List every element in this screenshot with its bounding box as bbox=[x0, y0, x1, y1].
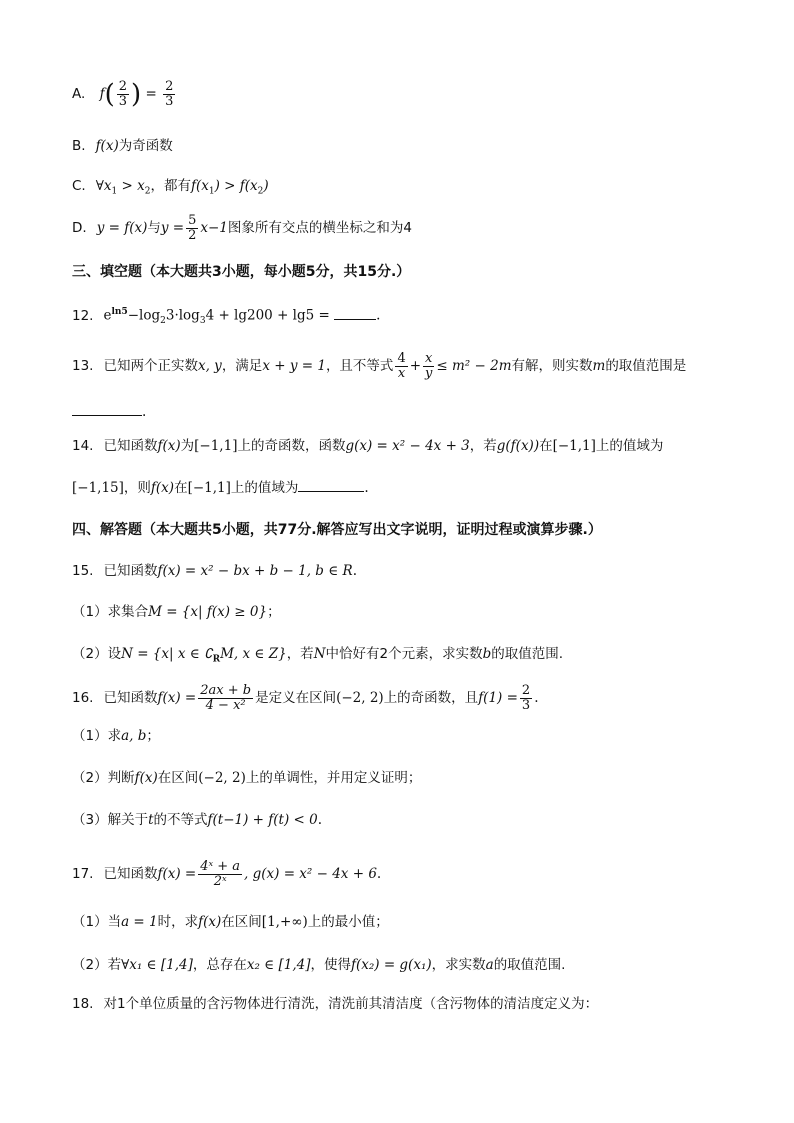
fraction: $\frac{2}{3}$ bbox=[165, 79, 174, 109]
option-label: D. bbox=[72, 220, 87, 236]
option-c: C. $\forall x_1 > x_2$，都有$f(x_1) > f(x_2)$ bbox=[72, 178, 269, 197]
question-15: 15. 已知函数f(x) = x² − bx + b − 1, b ∈ R. bbox=[72, 563, 357, 579]
option-d: D. y = f(x)与y = $\frac{5}{2}$ x−1图象所有交点的横坐标之和为4 bbox=[72, 213, 412, 243]
question-17: 17. 已知函数f(x) = $\frac{\text{4ˣ + a}}{\text{2ˣ}}$ , g(x) = x² − 4x + 6. bbox=[72, 859, 382, 889]
question-13-blank-line: . bbox=[72, 402, 146, 422]
answer-blank[interactable] bbox=[334, 307, 376, 320]
question-17-part-1: （1）当a = 1时，求f(x)在区间[1,+∞)上的最小值； bbox=[72, 914, 389, 930]
question-number: 12. bbox=[72, 307, 94, 324]
option-label: C. bbox=[72, 178, 86, 194]
option-a: A. f( $\frac{2}{3}$ ) = $\frac{2}{3}$ bbox=[72, 79, 174, 110]
section-3-title: 三、填空题（本大题共3小题，每小题5分，共15分.） bbox=[72, 264, 411, 280]
question-15-part-2: （2）设N = {x| x ∈ $∁_RM$, x ∈ Z}，若N中恰好有2个元素，求实数b的取值范围. bbox=[72, 646, 564, 665]
fraction: $\frac{\text{4ˣ + a}}{\text{2ˣ}}$ bbox=[200, 859, 241, 889]
func-name: f bbox=[99, 86, 105, 102]
question-14-line-2: [−1,15]，则f(x)在[−1,1]上的值域为 . bbox=[72, 480, 369, 496]
question-14: 14. 已知函数f(x)为[−1,1]上的奇函数，函数g(x) = x² − 4x + 3，若g(f(x))在[−1,1]上的值域为 bbox=[72, 438, 664, 454]
answer-blank[interactable] bbox=[298, 479, 364, 492]
question-12: 12. $e^{ln5}-\log_23\cdot\log_34 + \lg 200 + \lg 5$ = . bbox=[72, 307, 381, 327]
question-17-part-2: （2）若∀x₁ ∈ [1,4]，总存在x₂ ∈ [1,4]，使得f(x₂) = g(x₁)，求实数a的取值范围. bbox=[72, 957, 566, 973]
fraction: $\frac{2ax + b}{\text{4 − x²}}$ bbox=[200, 683, 252, 713]
question-15-part-1: （1）求集合M = {x| f(x) ≥ 0}； bbox=[72, 604, 281, 620]
question-number: 17. bbox=[72, 866, 94, 882]
question-13: 13. 已知两个正实数x, y，满足x + y = 1，且不等式 $\frac{4}{x}$ + $\frac{x}{y}$ ≤ m² − 2m有解，则实数m的取值范围是 bbox=[72, 351, 687, 381]
question-16-part-2: （2）判断f(x)在区间(−2, 2)上的单调性，并用定义证明； bbox=[72, 770, 422, 786]
question-number: 13. bbox=[72, 358, 94, 374]
option-b: B. f(x)为奇函数 bbox=[72, 138, 173, 154]
question-16-part-1: （1）求a, b； bbox=[72, 728, 160, 744]
fraction: $\frac{5}{2}$ bbox=[188, 213, 197, 243]
question-number: 16. bbox=[72, 690, 94, 706]
fraction: $\frac{x}{y}$ bbox=[425, 351, 433, 381]
option-label: B. bbox=[72, 138, 86, 154]
question-number: 14. bbox=[72, 438, 94, 454]
question-number: 15. bbox=[72, 563, 94, 579]
fraction: $\frac{2}{3}$ bbox=[521, 683, 531, 713]
section-4-title: 四、解答题（本大题共5小题，共77分.解答应写出文字说明，证明过程或演算步骤.） bbox=[72, 522, 602, 538]
answer-blank[interactable] bbox=[72, 403, 142, 416]
fraction: $\frac{2}{3}$ bbox=[118, 79, 128, 109]
fraction: $\frac{4}{x}$ bbox=[397, 351, 406, 381]
question-18: 18. 对1个单位质量的含污物体进行清洗，清洗前其清洁度（含污物体的清洁度定义为： bbox=[72, 996, 599, 1012]
option-label: A. bbox=[72, 86, 86, 102]
question-16-part-3: （3）解关于t的不等式f(t−1) + f(t) < 0. bbox=[72, 812, 323, 828]
question-number: 18. bbox=[72, 996, 94, 1012]
question-16: 16. 已知函数f(x) = $\frac{2ax + b}{\text{4 − x²}}$ 是定义在区间(−2, 2)上的奇函数，且f(1) = $\frac{2}{3}$ . bbox=[72, 683, 539, 713]
